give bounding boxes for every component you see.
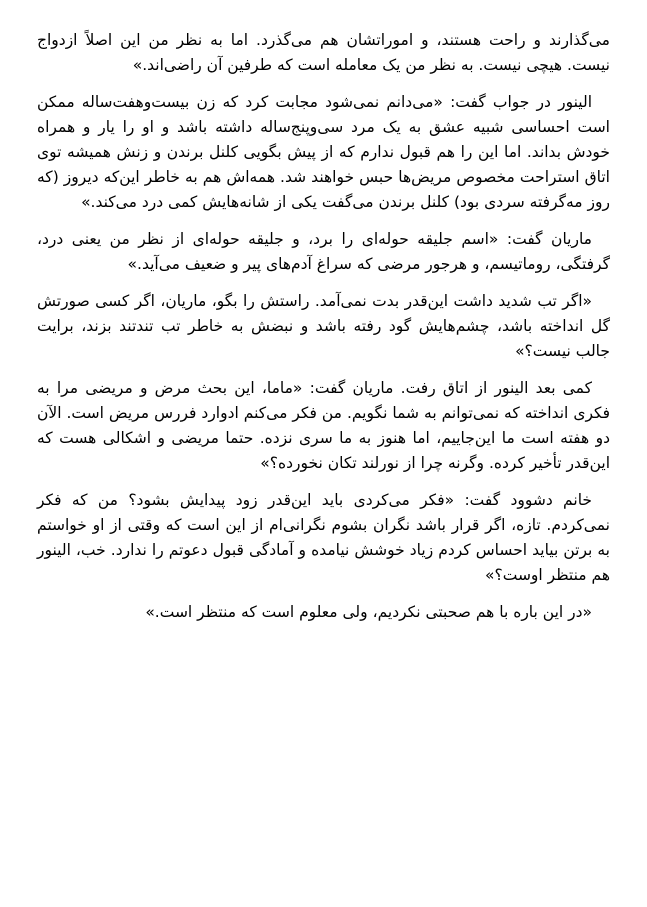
document-page xyxy=(37,28,610,637)
paragraph: می‌گذارند و راحت هستند، و اموراتشان هم می‌گذرد. اما به نظر من این اصلاً ازدواج نیست. هیچی نیست. به نظر من یک معامله است که طرفین آن راضی‌اند.» xyxy=(37,31,610,74)
paragraph: کمی بعد الینور از اتاق رفت. ماریان گفت: «ماما، این بحث مرض و مریضی مرا به فکری انداخته که نمی‌توانم به شما نگویم. من فکر می‌کنم ادوارد فررس مریض است. الآن دو هفته است ما این‌جاییم، اما هنوز به ما سری نزده. حتما مریضی و اشکالی هست که این‌قدر تأخیر کرده. وگرنه چرا از نورلند تکان نخورده؟» xyxy=(37,379,610,472)
paragraph: الینور در جواب گفت: «می‌دانم نمی‌شود مجابت کرد که زن بیست‌وهفت‌ساله ممکن است احساسی شبیه عشق به یک مرد سی‌وپنج‌ساله داشته باشد و او را یار و همراه خودش بداند. اما این را هم قبول ندارم که از پیش بگویی کلنل برندن و زنش همیشه توی اتاق استراحت مخصوص مریض‌ها حبس خواهند شد. همه‌اش هم به خاطر این‌که دیروز (که روز مه‌گرفته سردی بود) کلنل برندن می‌گفت یکی از شانه‌هایش کمی درد می‌کند.» xyxy=(37,93,610,211)
paragraph: ماریان گفت: «اسم جلیقه حوله‌ای را برد، و جلیقه حوله‌ای از نظر من یعنی درد، گرفتگی، روماتیسم، و هرجور مرضی که سراغ آدم‌های پیر و ضعیف می‌آید.» xyxy=(37,230,610,273)
paragraph: خانم دشوود گفت: «فکر می‌کردی باید این‌قدر زود پیدایش بشود؟ من که فکر نمی‌کردم. تازه، اگر قرار باشد نگران بشوم نگرانی‌ام از این است که وقتی از او خواستم به برتن بیاید احساس کردم زیاد خوشش نیامده و آمادگی قبول دعوتم را ندارد. خب، الینور هم منتظر اوست؟» xyxy=(37,491,610,584)
paragraph: «اگر تب شدید داشت این‌قدر بدت نمی‌آمد. راستش را بگو، ماریان، اگر کسی صورتش گل انداخته باشد، چشم‌هایش گود رفته باشد و نبضش به خاطر تب تندتند بزند، برایت جالب نیست؟» xyxy=(37,292,610,360)
paragraph: «در این باره با هم صحبتی نکردیم، ولی معلوم است که منتظر است.» xyxy=(145,603,592,621)
